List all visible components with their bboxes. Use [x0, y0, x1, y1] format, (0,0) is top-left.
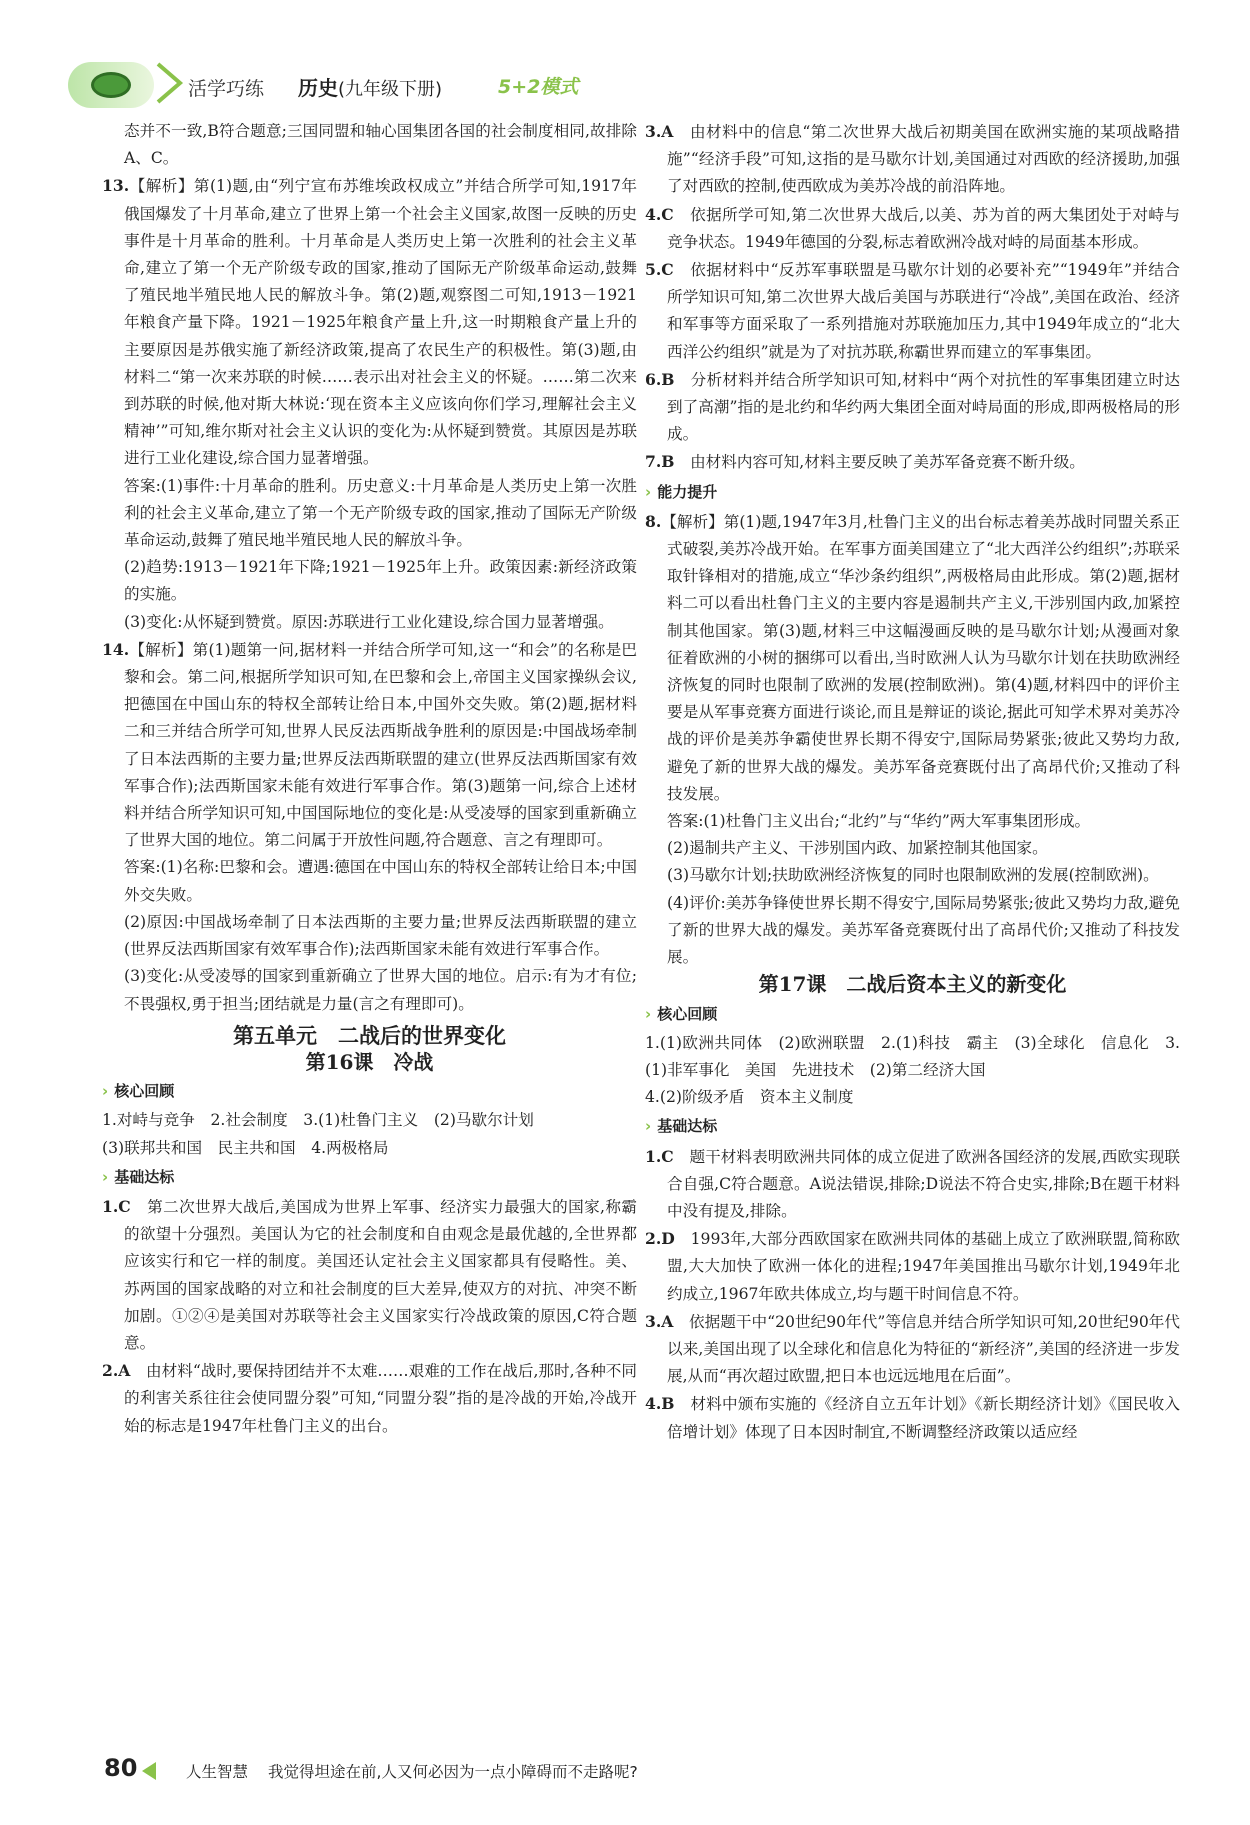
q14-answer-1: 答案:(1)名称:巴黎和会。遭遇:德国在中国山东的特权全部转让给日本;中国外交失败。 [124, 858, 637, 904]
q13-answer-3: (3)变化:从怀疑到赞赏。原因:苏联进行工业化建设,综合国力显著增强。 [124, 612, 614, 631]
book-grade: (九年级下册) [338, 79, 443, 100]
basic-17-item-1: 1.C 题干材料表明欧洲共同体的成立促进了欧洲各国经济的发展,西欧实现联合自强,C符合题意。A说法错误,排除;D说法不符合史实,排除;B在题干材料中没有提及,排除。 [645, 1146, 1180, 1220]
item-5: 5.C 依据材料中“反苏军事联盟是马歇尔计划的必要补充”“1949年”并结合所学知识可知,第二次世界大战后美国与苏联进行“冷战”,美国在政治、经济和军事等方面采取了一系列措施对苏联施加压力,其中1949年成立的“北大西洋公约组织”就是为了对抗苏联,称霸世界而建立的军事集团。 [645, 260, 1180, 361]
page-header [0, 0, 1250, 118]
lesson-16-title: 第16课 冷战 [305, 1049, 434, 1074]
lesson-17-title: 第17课 二战后资本主义的新变化 [758, 972, 1067, 997]
section-ability: › 能力提升 [645, 482, 718, 501]
chevron-right-icon: › [102, 1167, 109, 1186]
item-4: 4.C 依据所学可知,第二次世界大战后,以美、苏为首的两大集团处于对峙与竞争状态。1949年德国的分裂,标志着欧洲冷战对峙的局面基本形成。 [645, 204, 1180, 251]
left-column [102, 118, 637, 1440]
chevron-right-icon [150, 60, 190, 106]
basic-item-1: 1.C 第二次世界大战后,美国成为世界上军事、经济实力最强大的国家,称霸的欲望十分强烈。美国认为它的社会制度和自由观念是最优越的,全世界都应该实行和它一样的制度。美国还认定社会主义国家都具有侵略性。美、苏两国的国家战略的对立和社会制度的巨大差异,使双方的对抗、冲突不断加剧。①②④是美国对苏联等社会主义国家实行冷战政策的原因,C符合题意。 [102, 1196, 637, 1352]
q14-analysis: 14.【解析】第(1)题第一问,据材料一并结合所学可知,这一“和会”的名称是巴黎和会。第二问,根据所学知识可知,在巴黎和会上,帝国主义国家操纵会议,把德国在中国山东的特权全部转让给日本,中国外交失败。第(2)题,据材料二和三并结合所学可知,世界人民反法西斯战争胜利的原因是:中国战场牵制了日本法西斯的主要力量;世界反法西斯联盟的建立(世界反法西斯国家有效军事合作);法西斯国家未能有效进行军事合作。第(3)题第一问,综合上述材料并结合所学知识可知,中国国际地位的变化是:从受凌辱的国家到重新确立了世界大国的地位。第二问属于开放性问题,符合题意、言之有理即可。 [102, 639, 637, 850]
core-review-line-2: (3)联邦共和国 民主共和国 4.两极格局 [102, 1138, 389, 1157]
q13-analysis: 13.【解析】第(1)题,由“列宁宣布苏维埃政权成立”并结合所学可知,1917年俄国爆发了十月革命,建立了世界上第一个社会主义国家,故图一反映的历史事件是十月革命的胜利。十月革命是人类历史上第一次胜利的社会主义革命,建立了第一个无产阶级专政的国家,推动了国际无产阶级革命运动,鼓舞了殖民地半殖民地人民的解放斗争。第(2)题,观察图二可知,1913－1921年粮食产量下降。1921－1925年粮食产量上升,这一时期粮食产量上升的主要原因是苏俄实施了新经济政策,提高了农民生产的积极性。第(3)题,由材料二“第一次来苏联的时候……表示出对社会主义的怀疑。……第二次来到苏联的时候,他对斯大林说:‘现在资本主义应该向你们学习,理解社会主义精神’”可知,维尔斯对社会主义认识的变化为:从怀疑到赞赏。其原因是苏联进行工业化建设,综合国力显著增强。 [102, 176, 637, 468]
chevron-right-icon: › [645, 1117, 652, 1136]
q14-answer-2: (2)原因:中国战场牵制了日本法西斯的主要力量;世界反法西斯联盟的建立(世界反法西斯国家有效军事合作);法西斯国家未能有效进行军事合作。 [124, 912, 637, 959]
continued-text: 态并不一致,B符合题意;三国同盟和轴心国集团各国的社会制度相同,故排除A、C。 [124, 122, 637, 168]
page-number: 80 [104, 1754, 138, 1782]
book-brand: 活学巧练 [188, 78, 265, 100]
basic-17-item-3: 3.A 依据题干中“20世纪90年代”等信息并结合所学知识可知,20世纪90年代以来,美国出现了以全球化和信息化为特征的“新经济”,美国的经济进一步发展,从而“再次超过欧盟,把日本也远远地甩在后面”。 [645, 1311, 1180, 1386]
chevron-right-icon: › [102, 1082, 109, 1101]
section-core-review: › 核心回顾 [102, 1082, 175, 1101]
eye-logo-icon [68, 62, 154, 108]
q8-answer-4: (4)评价:美苏争锋使世界长期不得安宁,国际局势紧张;彼此又势均力敌,避免了新的世界大战的爆发。美苏军备竞赛既付出了高昂代价;又推动了科技发展。 [667, 893, 1180, 967]
page-footer [0, 1750, 1250, 1800]
basic-17-item-2: 2.D 1993年,大部分西欧国家在欧洲共同体的基础上成立了欧洲联盟,简称欧盟,大大加快了欧洲一体化的进程;1947年美国推出马歇尔计划,1949年北约成立,1967年欧共体成立,均与题干时间信息不符。 [645, 1229, 1180, 1303]
triangle-left-icon [142, 1762, 156, 1780]
unit-title: 第五单元 二战后的世界变化 [233, 1022, 506, 1048]
q8-analysis: 8.【解析】第(1)题,1947年3月,杜鲁门主义的出台标志着美苏战时同盟关系正式破裂,美苏冷战开始。在军事方面美国建立了“北大西洋公约组织”;苏联采取针锋相对的措施,成立“华沙条约组织”,两极格局由此形成。第(2)题,据材料二可以看出杜鲁门主义的主要内容是遏制共产主义,干涉别国内政,加紧控制其他国家。第(3)题,材料三中这幅漫画反映的是马歇尔计划;从漫画对象征着欧洲的小树的捆绑可以看出,当时欧洲人认为马歇尔计划在扶助欧洲经济恢复的同时也限制了欧洲的发展(控制欧洲)。第(4)题,材料四中的评价主要是从军事竞赛方面进行谈论,而且是辩证的谈论,据此可知学术界对美苏冷战的评价是美苏争霸使世界长期不得安宁,国际局势紧张;彼此又势均力敌,避免了新的世界大战的爆发。美苏军备竞赛既付出了高昂代价;又推动了科技发展。 [645, 511, 1180, 803]
section-basic-17: › 基础达标 [645, 1117, 718, 1136]
q14-answer-3: (3)变化:从受凌辱的国家到重新确立了世界大国的地位。启示:有为才有位;不畏强权,勇于担当;团结就是力量(言之有理即可)。 [124, 967, 637, 1013]
core-review-line-1: 1.对峙与竞争 2.社会制度 3.(1)杜鲁门主义 (2)马歇尔计划 [102, 1111, 534, 1130]
q8-answer-3: (3)马歇尔计划;扶助欧洲经济恢复的同时也限制欧洲的发展(控制欧洲)。 [667, 866, 1159, 885]
q13-answer-2: (2)趋势:1913－1921年下降;1921－1925年上升。政策因素:新经济政策的实施。 [124, 558, 637, 604]
basic-17-item-4: 4.B 材料中颁布实施的《经济自立五年计划》《新长期经济计划》《国民收入倍增计划》体现了日本因时制宜,不断调整经济政策以适应经 [645, 1394, 1180, 1441]
core-review-17-line-2: 4.(2)阶级矛盾 资本主义制度 [645, 1088, 854, 1107]
book-subject: 历史(九年级下册) [298, 76, 443, 100]
q8-answer-2: (2)遏制共产主义、干涉别国内政、加紧控制其他国家。 [667, 839, 1048, 858]
footer-quote: 人生智慧 我觉得坦途在前,人又何必因为一点小障碍而不走路呢? [186, 1763, 638, 1781]
item-6: 6.B 分析材料并结合所学知识可知,材料中“两个对抗性的军事集团建立时达到了高潮”指的是北约和华约两大集团全面对峙局面的形成,即两极格局的形成。 [645, 369, 1180, 444]
item-3: 3.A 由材料中的信息“第二次世界大战后初期美国在欧洲实施的某项战略措施”“经济手段”可知,这指的是马歇尔计划,美国通过对西欧的经济援助,加强了对西欧的控制,使西欧成为美苏冷战的前沿阵地。 [645, 122, 1180, 196]
chevron-right-icon: › [645, 482, 652, 501]
section-basic: › 基础达标 [102, 1167, 175, 1186]
basic-item-2: 2.A 由材料“战时,要保持团结并不太难……艰难的工作在战后,那时,各种不同的利害关系往往会使同盟分裂”可知,“同盟分裂”指的是冷战的开始,冷战开始的标志是1947年杜鲁门主义的出台。 [102, 1361, 637, 1435]
chevron-right-icon: › [645, 1004, 652, 1023]
section-core-review-17: › 核心回顾 [645, 1004, 718, 1023]
core-review-17-line-1: 1.(1)欧洲共同体 (2)欧洲联盟 2.(1)科技 霸主 (3)全球化 信息化 3.(1)非军事化 美国 先进技术 (2)第二经济大国 [645, 1033, 1180, 1079]
book-mode-badge: 5+2模式 [498, 76, 579, 98]
right-column [645, 118, 1180, 1446]
item-7: 7.B 由材料内容可知,材料主要反映了美苏军备竞赛不断升级。 [645, 452, 1085, 472]
q8-answer-1: 答案:(1)杜鲁门主义出台;“北约”与“华约”两大军事集团形成。 [667, 812, 1091, 831]
q13-answer-1: 答案:(1)事件:十月革命的胜利。历史意义:十月革命是人类历史上第一次胜利的社会主义革命,建立了第一个无产阶级专政的国家,推动了国际无产阶级革命运动,鼓舞了殖民地半殖民地人民的解放斗争。 [124, 476, 637, 550]
